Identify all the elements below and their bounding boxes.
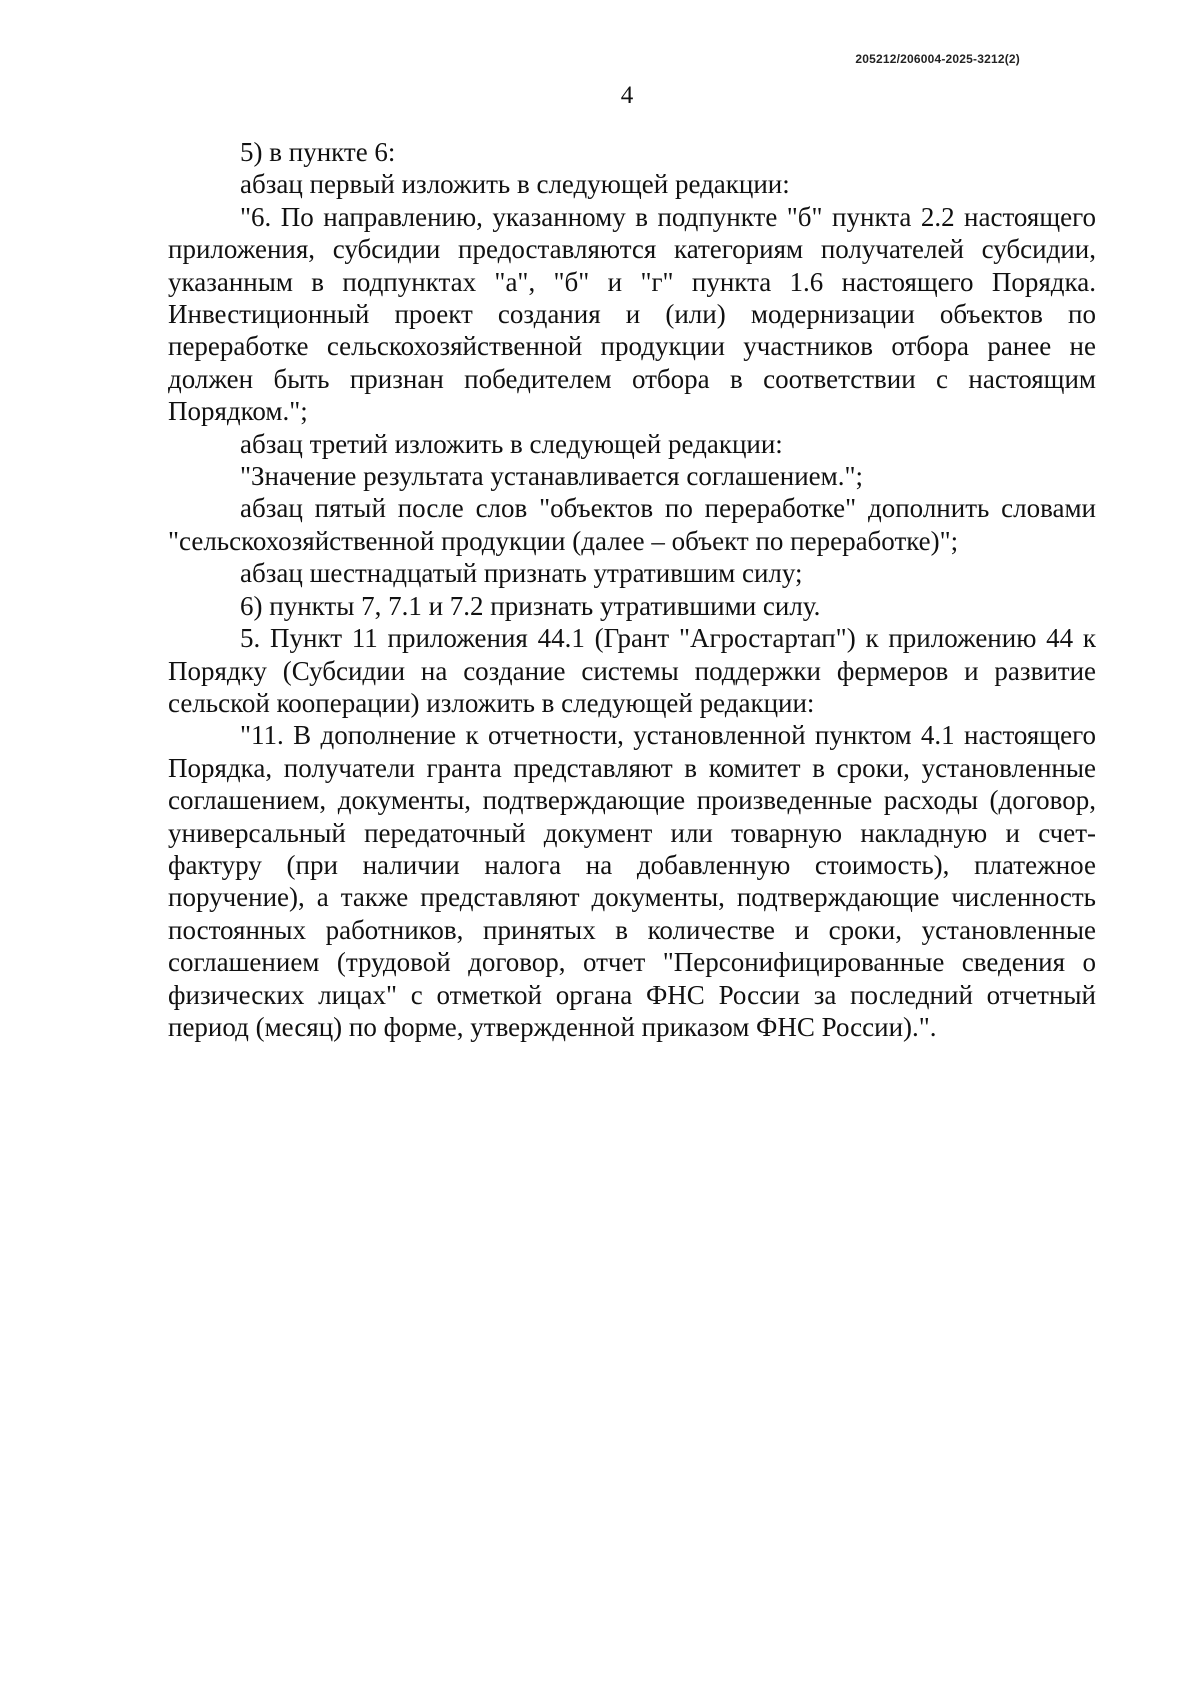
document-body	[168, 136, 1096, 1043]
paragraph-first-abzats-instruction: абзац первый изложить в следующей редакции:	[240, 169, 790, 200]
paragraph-section-5: 5. Пункт 11 приложения 44.1 (Грант "Агростартап") к приложению 44 к Порядку (Субсидии на создание системы поддержки фермеров и развитие сельской кооперации) изложить в следующей редакции:	[168, 623, 1096, 718]
paragraph-point-11-text: "11. В дополнение к отчетности, установленной пунктом 4.1 настоящего Порядка, получатели гранта представляют в комитет в сроки, установленные соглашением, документы, подтверждающие произведенные расходы (договор, универсальный передаточный документ или товарную накладную и счет-фактуру (при наличии налога на добавленную стоимость), платежное поручение), а также представляют документы, подтверждающие численность постоянных работников, принятых в количестве и сроки, установленные соглашением (трудовой договор, отчет "Персонифицированные сведения о физических лицах" с отметкой органа ФНС России за последний отчетный период (месяц) по форме, утвержденной приказом ФНС России).".	[168, 720, 1096, 1042]
paragraph-fifth-abzats-amendment: абзац пятый после слов "объектов по переработке" дополнить словами "сельскохозяйственной продукции (далее – объект по переработке)";	[168, 493, 1096, 556]
paragraph-point-6-text: "6. По направлению, указанному в подпункте "б" пункта 2.2 настоящего приложения, субсидии предоставляются категориям получателей субсидии, указанным в подпунктах "а", "б" и "г" пункта 1.6 настоящего Порядка. Инвестиционный проект создания и (или) модернизации объектов по переработке сельскохозяйственной продукции участников отбора ранее не должен быть признан победителем отбора в соответствии с настоящим Порядком.";	[168, 201, 1096, 427]
paragraph-sixteenth-abzats-repeal: абзац шестнадцатый признать утратившим силу;	[240, 558, 803, 589]
page-number: 4	[620, 82, 634, 109]
paragraph-item-5-heading: 5) в пункте 6:	[240, 137, 396, 167]
paragraph-item-6-repeal: 6) пункты 7, 7.1 и 7.2 признать утратившими силу.	[240, 590, 821, 621]
paragraph-result-value-text: "Значение результата устанавливается соглашением.";	[240, 461, 864, 492]
paragraph-third-abzats-instruction: абзац третий изложить в следующей редакции:	[240, 428, 783, 459]
document-registration-number: 205212/206004-2025-3212(2)	[855, 52, 1020, 66]
